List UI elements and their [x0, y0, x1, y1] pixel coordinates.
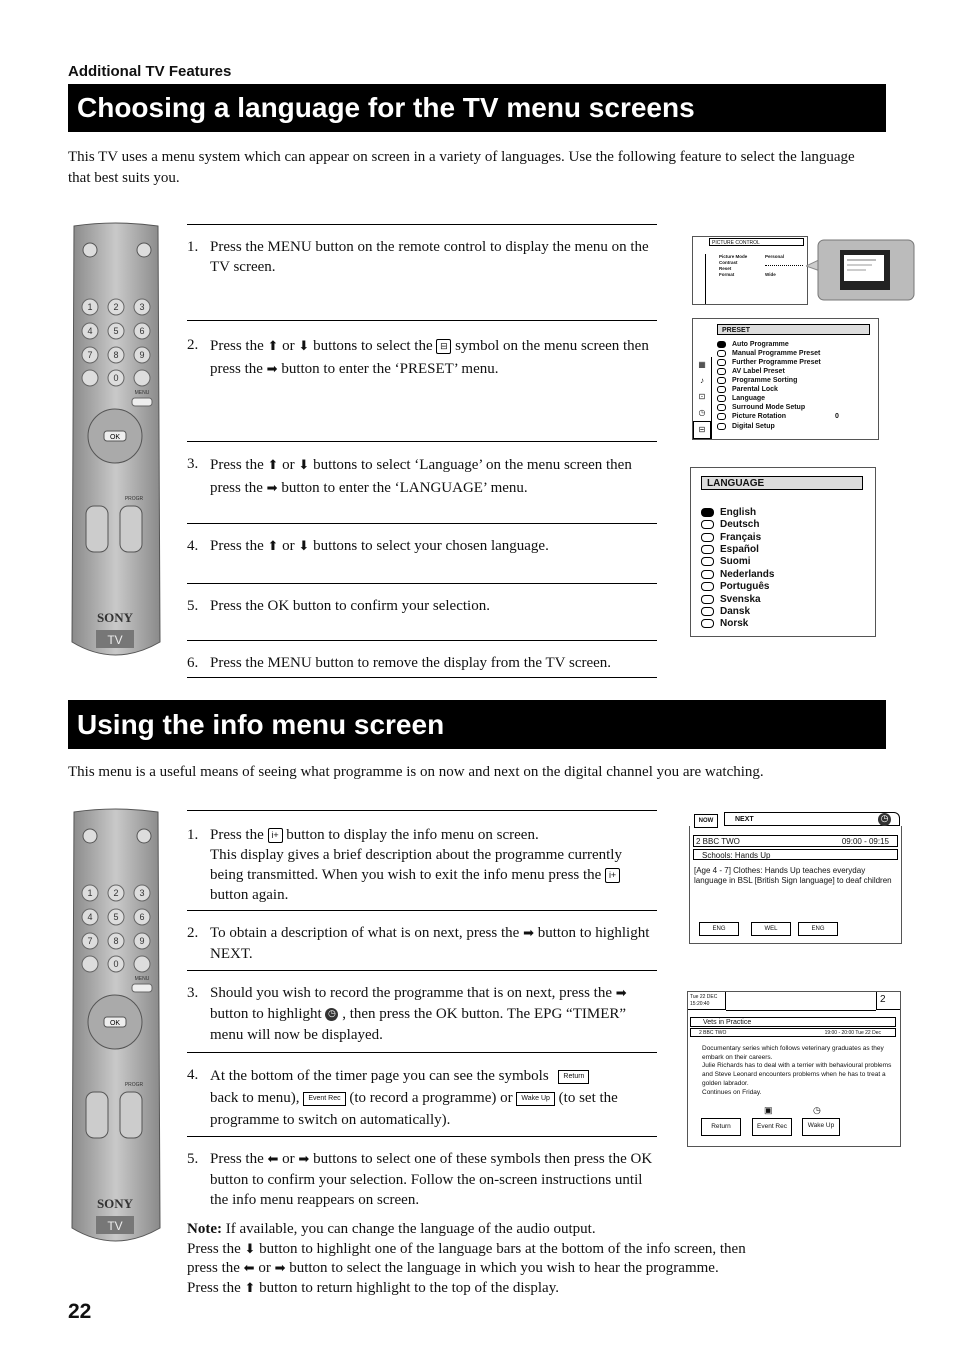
svg-text:SONY: SONY — [96, 1196, 134, 1211]
svg-text:5: 5 — [113, 912, 119, 922]
svg-text:0: 0 — [113, 959, 119, 969]
info-step-5: 5. Press the ⬅ or ➡ buttons to select one of these symbols then press the OK button to confirm your selection. Follow the on-screen instructions until the info menu reappears on screen. — [187, 1136, 657, 1220]
preset-item[interactable]: Digital Setup — [717, 422, 775, 431]
language-option[interactable]: Suomi — [701, 556, 751, 568]
svg-text:8: 8 — [113, 350, 119, 360]
info-button-icon: i+ — [605, 868, 620, 883]
language-bar[interactable]: WEL — [751, 922, 791, 936]
svg-text:1: 1 — [87, 302, 93, 312]
language-option[interactable]: Nederlands — [701, 569, 774, 581]
left-arrow-icon: ⬅ — [267, 1152, 279, 1167]
section-title-info: Using the info menu screen — [68, 700, 886, 749]
language-option[interactable]: Deutsch — [701, 519, 759, 531]
language-option[interactable]: Français — [701, 532, 761, 544]
svg-text:2: 2 — [113, 302, 119, 312]
down-arrow-icon: ⬇ — [298, 539, 310, 554]
section1-intro: This TV uses a menu system which can appear on screen in a variety of languages. Use the following feature to select the language that best suits you. — [68, 149, 855, 186]
up-arrow-icon: ⬆ — [267, 539, 279, 554]
remote-control-image — [68, 808, 162, 1252]
step-2: 2. Press the ⬆ or ⬇ buttons to select the ⊟ symbol on the menu screen then press the ➡ button to enter the ‘PRESET’ menu. — [187, 320, 657, 441]
section2-intro: This menu is a useful means of seeing what programme is on now and next on the digital channel you are watching. — [68, 764, 764, 780]
preset-menu-screen: ▦ ♪ ⊡ ◷ ⊟ PRESET Auto Programme Manual Programme Preset Further Programme Preset AV Label Preset Programme Sorting Parental Lock Language Surround Mode Setup Picture Rotation 0 Digital Setup — [692, 318, 879, 440]
preset-item[interactable]: Auto Programme — [717, 340, 789, 349]
right-arrow-icon: ➡ — [615, 986, 627, 1001]
language-option[interactable]: English — [701, 507, 756, 519]
step-4: 4. Press the ⬆ or ⬇ buttons to select your chosen language. — [187, 523, 657, 583]
down-arrow-icon: ⬇ — [244, 1241, 256, 1257]
right-arrow-icon: ➡ — [523, 926, 534, 941]
info-menu-screen: NOW NEXT ◷ 2 BBC TWO 09:00 - 09:15 Schools: Hands Up [Age 4 - 7] Clothes: Hands Up teaches everyday language in BSL [British Sign language] to deaf children ENG WEL ENG — [689, 826, 902, 944]
svg-text:9: 9 — [139, 350, 145, 360]
svg-text:1: 1 — [87, 888, 93, 898]
language-menu-screen: LANGUAGE English Deutsch Français Español Suomi Nederlands Português Svenska Dansk Norsk — [690, 467, 876, 637]
preset-item[interactable]: Language — [717, 394, 765, 403]
svg-text:3: 3 — [139, 302, 145, 312]
step-6: 6. Press the MENU button to remove the display from the TV screen. — [187, 640, 657, 678]
language-option[interactable]: Português — [701, 581, 769, 593]
section-title-language: Choosing a language for the TV menu screens — [68, 84, 886, 132]
svg-text:7: 7 — [87, 350, 93, 360]
tab-next[interactable]: NEXT ◷ — [724, 812, 900, 826]
info-step-1: 1. Press the i+ button to display the info menu on screen. This display gives a brief description about the programme currently being transmitted. When you wish to exit the info menu press the i+ button again. — [187, 810, 657, 910]
svg-text:6: 6 — [139, 912, 145, 922]
step-1: 1. Press the MENU button on the remote control to display the menu on the TV screen. — [187, 224, 657, 320]
right-arrow-icon: ➡ — [266, 362, 278, 377]
language-option[interactable]: Dansk — [701, 606, 750, 618]
svg-text:8: 8 — [113, 936, 119, 946]
svg-text:TV: TV — [107, 633, 123, 647]
preset-icon: ⊟ — [693, 421, 711, 439]
language-option[interactable]: Norsk — [701, 618, 748, 630]
right-arrow-icon: ➡ — [266, 481, 278, 496]
svg-text:9: 9 — [139, 936, 145, 946]
up-arrow-icon: ⬆ — [267, 339, 279, 354]
now-channel-bar[interactable]: 2 BBC TWO 09:00 - 09:15 — [693, 835, 898, 847]
svg-text:3: 3 — [139, 888, 145, 898]
section-label: Additional TV Features — [68, 63, 232, 80]
sound-icon: ♪ — [700, 376, 704, 385]
language-option[interactable]: Svenska — [701, 594, 761, 606]
info-step-4: 4. At the bottom of the timer page you can see the symbols Return back to menu), Event Rec (to record a programme) or Wake Up (to set the programme to switch on automatically). — [187, 1052, 657, 1136]
page-number: 22 — [68, 1300, 92, 1323]
svg-text:0: 0 — [113, 373, 119, 383]
svg-text:4: 4 — [87, 326, 93, 336]
down-arrow-icon: ⬇ — [298, 458, 310, 473]
info-button-icon: i+ — [268, 828, 283, 843]
preset-symbol-icon: ⊟ — [436, 339, 451, 354]
event-rec-icon: ▣ — [764, 1105, 773, 1115]
preset-item[interactable]: Manual Programme Preset — [717, 349, 820, 358]
tab-now[interactable]: NOW — [694, 814, 718, 828]
svg-text:MENU: MENU — [134, 390, 150, 396]
return-symbol: Return — [558, 1070, 589, 1084]
preset-item[interactable]: Programme Sorting — [717, 376, 797, 385]
svg-text:MENU: MENU — [134, 976, 150, 982]
svg-text:PROGR: PROGR — [124, 496, 144, 502]
preset-item[interactable]: AV Label Preset — [717, 367, 785, 376]
language-bar[interactable]: ENG — [798, 922, 838, 936]
timer-screen: Tue 22 DEC 15:20:40 2 Vets in Practice 2 BBC TWO 19:00 - 20:00 Tue 22 Dec Documentary series which follows veterinary graduates as they embark on their careers. Julie Richards has to deal with a terrier with behavioural problems and Steve Leonard encounters problems when he has to treat a golden labrador. Continues on Friday. Return ▣ Event Rec ◷ Wake Up — [687, 991, 901, 1147]
tv-set-image — [806, 238, 916, 302]
picture-control-screen: PICTURE CONTROL Picture Mode Contrast Reset Format Personal Wide — [692, 236, 808, 305]
remote-control-image — [68, 222, 162, 666]
up-arrow-icon: ⬆ — [267, 458, 279, 473]
preset-item[interactable]: Further Programme Preset — [717, 358, 821, 367]
timer-clock-icon: ◷ — [878, 813, 891, 826]
timer-icon: ◷ — [698, 408, 706, 417]
right-arrow-icon: ➡ — [274, 1261, 286, 1276]
wake-up-button[interactable]: Wake Up — [802, 1118, 840, 1136]
right-arrow-icon: ➡ — [298, 1152, 310, 1167]
svg-text:OK: OK — [109, 1020, 121, 1027]
svg-text:OK: OK — [109, 434, 121, 441]
av-icon: ⊡ — [698, 392, 706, 401]
picture-icon: ▦ — [698, 360, 706, 369]
info-step-2: 2. To obtain a description of what is on next, press the ➡ button to highlight NEXT. — [187, 910, 657, 970]
svg-text:6: 6 — [139, 326, 145, 336]
up-arrow-icon: ⬆ — [244, 1280, 256, 1296]
preset-item[interactable]: Picture Rotation 0 — [717, 412, 786, 421]
event-rec-button[interactable]: Event Rec — [752, 1118, 792, 1136]
language-bar[interactable]: ENG — [699, 922, 739, 936]
svg-text:TV: TV — [107, 1219, 123, 1233]
left-arrow-icon: ⬅ — [243, 1261, 255, 1276]
preset-item[interactable]: Parental Lock — [717, 385, 778, 394]
step-5: 5. Press the OK button to confirm your selection. — [187, 583, 657, 640]
svg-text:PROGR: PROGR — [124, 1082, 144, 1088]
svg-text:SONY: SONY — [96, 610, 134, 625]
preset-item[interactable]: Surround Mode Setup — [717, 403, 805, 412]
note-block: Note: If available, you can change the language of the audio output. Press the ⬇ button to highlight one of the language bars at the bottom of the info screen, then press the ⬅ or ➡ button to select the language in which you wish to hear the programme. Press the ⬆ button to return highlight to the top of the display. — [187, 1221, 746, 1296]
svg-text:4: 4 — [87, 912, 93, 922]
wake-up-clock-icon: ◷ — [813, 1105, 821, 1115]
svg-text:5: 5 — [113, 326, 119, 336]
down-arrow-icon: ⬇ — [298, 339, 310, 354]
event-rec-symbol: Event Rec — [303, 1092, 345, 1106]
timer-clock-icon: ◷ — [325, 1008, 338, 1021]
svg-text:2: 2 — [113, 888, 119, 898]
return-button[interactable]: Return — [701, 1118, 741, 1136]
language-option[interactable]: Español — [701, 544, 759, 556]
svg-text:7: 7 — [87, 936, 93, 946]
step-3: 3. Press the ⬆ or ⬇ buttons to select ‘Language’ on the menu screen then press the ➡ button to enter the ‘LANGUAGE’ menu. — [187, 441, 657, 523]
info-step-3: 3. Should you wish to record the programme that is on next, press the ➡ button to highlight ◷ , then press the OK button. The EPG “TIMER” menu will now be displayed. — [187, 970, 657, 1052]
wake-up-symbol: Wake Up — [516, 1092, 555, 1106]
